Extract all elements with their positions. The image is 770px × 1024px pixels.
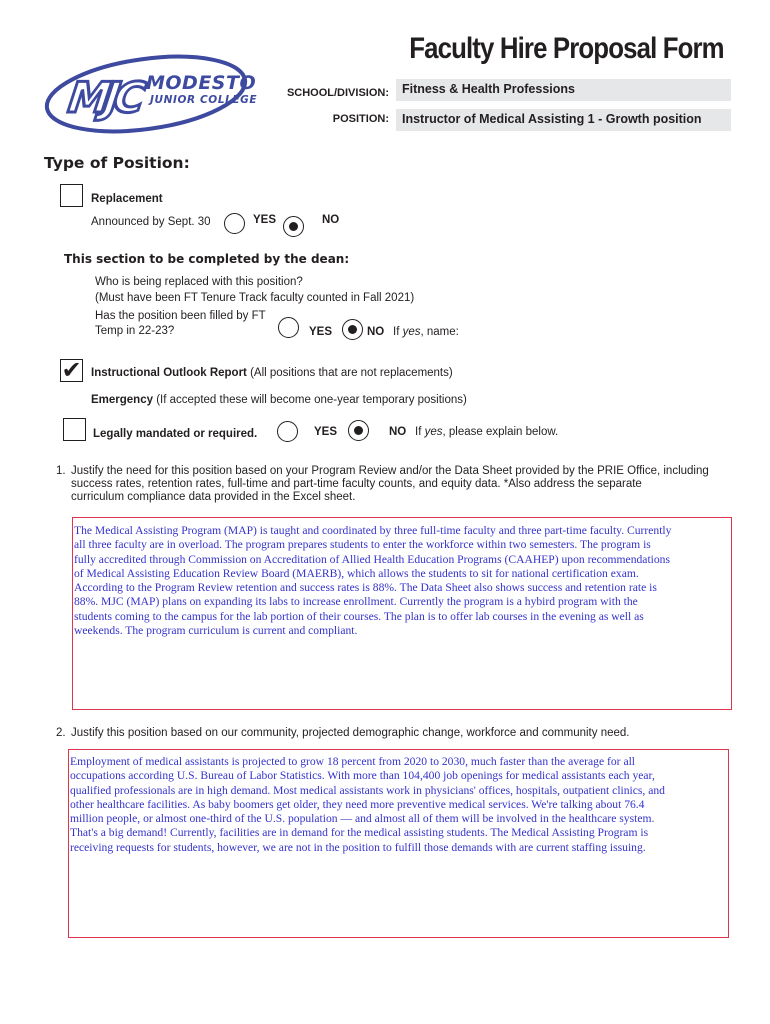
answer-line: other healthcare facilities. As baby boomers get older, they need more preventive medical services. We're talking about 76.4 [70,797,645,811]
question-2-number: 2. [56,727,66,739]
type-of-position-heading: Type of Position: [44,154,190,172]
school-division-field[interactable]: Fitness & Health Professions [396,79,731,101]
legal-no-radio[interactable] [348,420,369,441]
replacement-checkbox[interactable] [60,184,83,207]
filled-no-label: NO [367,326,385,338]
answer-line: million people, or almost one-third of the U.S. population — and almost all of them will be involved in the healthcare system. [70,812,655,826]
question-1-line3: curriculum compliance data provided in the Excel sheet. [71,491,356,503]
question-1-number: 1. [56,465,66,477]
outlook-label: Instructional Outlook Report (All positions that are not replacements) [91,367,453,379]
position-field[interactable]: Instructor of Medical Assisting 1 - Growth position [396,109,731,131]
answer-line: According to the Program Review retention and success rates is 88%. The Data Sheet also shows success and retention rate is [74,581,657,595]
svg-text:MJC: MJC [60,73,147,123]
announced-no-radio[interactable] [283,216,304,237]
logo-name: MODESTO [146,72,257,94]
announced-label: Announced by Sept. 30 [91,216,211,228]
legal-label: Legally mandated or required. [93,428,258,440]
answer-line: qualified professionals are in high demand. Most medical assistants work in physicians' offices, hospitals, outpatient clinics, and [70,783,665,797]
legal-checkbox[interactable] [63,418,86,441]
answer-1-box[interactable] [72,517,732,710]
answer-line: The Medical Assisting Program (MAP) is taught and coordinated by three full-time faculty and three part-time faculty. Currently [74,524,672,537]
answer-line: That's a big demand! Currently, facilities are in demand for the medical assisting students. The Medical Assisting Program is [70,826,649,840]
filled-question-line1: Has the position been filled by FT [95,310,266,322]
dean-section-heading: This section to be completed by the dean: [64,252,350,266]
legal-no-label: NO [389,426,407,438]
answer-line: occupations according U.S. Bureau of Labor Statistics. With more than 104,400 job openings for medical assistants each year, [70,769,655,783]
position-label: POSITION: [332,113,389,125]
who-replaced-question: Who is being replaced with this position? [95,276,303,288]
filled-yes-radio[interactable] [278,317,299,338]
announced-yes-radio[interactable] [224,213,245,234]
question-1-line1: Justify the need for this position based on your Program Review and/or the Data Sheet provided by the PRIE Office, including [71,465,709,477]
outlook-checkbox[interactable] [60,356,83,384]
answer-2-text [69,750,728,855]
answer-2-box[interactable] [68,749,729,938]
who-replaced-note: (Must have been FT Tenure Track faculty counted in Fall 2021) [95,292,415,304]
answer-line: 88%. MJC (MAP) plans on expanding its labs to increase enrollment. Currently the program is a hybird program with the [74,595,638,609]
announced-yes-label: YES [253,214,277,226]
school-division-label: SCHOOL/DIVISION: [286,87,389,99]
question-1-line2: success rates, retention rates, full-time and part-time faculty counts, and equity data. *Also address the separate [71,478,642,490]
check-icon: ✔ [61,356,82,384]
filled-question-line2: Temp in 22-23? [95,325,175,337]
question-1 [56,465,746,504]
answer-line: fully accredited through Commission on Accreditation of Allied Health Education Programs (CAAHEP) upon recommendations [74,552,670,566]
legal-yes-radio[interactable] [277,421,298,442]
filled-no-radio[interactable] [342,319,363,340]
legal-yes-label: YES [314,426,338,438]
answer-line: Employment of medical assistants is projected to grow 18 percent from 2020 to 2030, much faster than the average for all [70,755,636,768]
question-2-line1: Justify this position based on our community, projected demographic change, workforce and community need. [71,727,630,739]
question-2 [56,727,746,740]
answer-line: students coming to the campus for the lab portion of their courses. The plan is to offer lab courses in the evening as well as [74,609,644,623]
legal-if-yes-explain: If yes, please explain below. [415,426,559,438]
answer-line: of Medical Assisting Education Review Board (MAERB), which allows the students to sit for national certification exam. [74,566,639,580]
answer-line: weekends. The program curriculum is current and compliant. [74,624,358,638]
answer-line: all three faculty are in overload. The program prepares students to enter the workforce within two semesters. The program is [74,538,651,552]
filled-yes-label: YES [309,326,333,338]
announced-no-label: NO [322,214,340,226]
logo-subname: JUNIOR COLLEGE [150,94,258,106]
answer-line: receiving requests for students, however, we are not in the position to fulfill those demands with are current staffing issuing. [70,840,646,854]
emergency-label: Emergency (If accepted these will become one-year temporary positions) [91,394,467,406]
form-title: Faculty Hire Proposal Form [409,32,724,65]
replacement-label: Replacement [91,193,163,205]
filled-if-yes-name: If yes, name: [393,326,459,338]
answer-1-text [73,518,731,638]
